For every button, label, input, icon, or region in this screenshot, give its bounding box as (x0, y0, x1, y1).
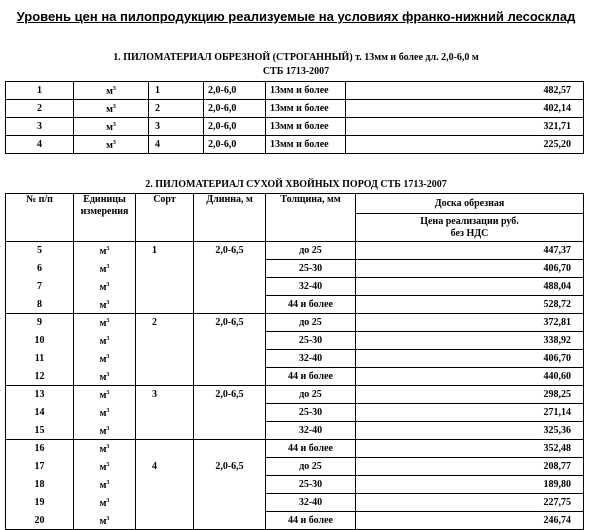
unit-exponent: 3 (106, 408, 110, 414)
section2-table (5, 193, 584, 530)
unit-label: м (99, 462, 107, 473)
thickness-cell: 13мм и более (266, 82, 346, 100)
unit-exponent: 3 (106, 299, 110, 306)
unit-cell (74, 404, 136, 422)
price-cell: 482,57 (346, 82, 584, 100)
length-cell (194, 278, 266, 296)
unit-cell (74, 494, 136, 512)
header-price-line2: без НДС (450, 227, 489, 239)
thickness-cell: 25-30 (266, 404, 356, 422)
price-cell: 440,60 (356, 368, 584, 386)
unit-cell (74, 332, 136, 350)
table-row (6, 332, 584, 350)
table-row (6, 242, 584, 260)
table-row (6, 350, 584, 368)
row-number: 19 (6, 494, 74, 512)
unit-label: м (106, 140, 113, 151)
thickness-cell: 13мм и более (266, 100, 346, 118)
row-number: 4 (6, 136, 74, 154)
unit-exponent: 3 (106, 246, 110, 253)
length-cell: 2,0-6,5 (194, 242, 266, 260)
price-cell: 406,70 (356, 350, 584, 368)
length-cell (194, 512, 266, 530)
row-number: 7 (6, 278, 74, 296)
length-cell: 2,0-6,0 (204, 118, 266, 136)
unit-cell (74, 242, 136, 260)
row-number: 14 (6, 404, 74, 422)
sort-cell: 3 (136, 386, 194, 404)
price-cell: 352,48 (356, 440, 584, 458)
thickness-cell: до 25 (266, 314, 356, 332)
thickness-cell: 44 и более (266, 296, 356, 314)
length-cell (194, 494, 266, 512)
section1-standard: СТБ 1713-2007 (262, 66, 330, 77)
row-number: 16 (6, 440, 74, 458)
header-length: Длинна, м (194, 194, 266, 242)
length-cell: 2,0-6,0 (204, 82, 266, 100)
header-unit (74, 194, 136, 242)
thickness-cell: 32-40 (266, 278, 356, 296)
unit-label: м (99, 354, 107, 365)
unit-cell (74, 512, 136, 530)
price-cell: 298,25 (356, 386, 584, 404)
unit-exponent: 3 (106, 354, 110, 360)
unit-cell (74, 350, 136, 368)
length-cell (194, 350, 266, 368)
header-price (356, 214, 584, 242)
unit-label: м (99, 246, 107, 258)
length-cell: 2,0-6,0 (204, 136, 266, 154)
header-sort: Сорт (136, 194, 194, 242)
length-cell (194, 260, 266, 278)
thickness-cell: 44 и более (266, 512, 356, 530)
unit-cell (74, 278, 136, 296)
price-cell: 227,75 (356, 494, 584, 512)
unit-cell (74, 260, 136, 278)
table-row (6, 458, 584, 476)
sort-cell (136, 296, 194, 314)
row-number: 20 (6, 512, 74, 530)
table-row (6, 440, 584, 458)
thickness-cell: 25-30 (266, 260, 356, 278)
unit-exponent: 3 (112, 86, 116, 92)
table-row (6, 136, 584, 154)
unit-label: м (99, 336, 107, 347)
unit-cell (74, 386, 136, 404)
thickness-cell: до 25 (266, 386, 356, 404)
unit-exponent: 3 (106, 336, 110, 342)
sort-cell (136, 422, 194, 440)
thickness-cell: 44 и более (266, 368, 356, 386)
price-cell: 189,80 (356, 476, 584, 494)
sort-cell: 4 (136, 458, 194, 476)
unit-label: м (106, 86, 113, 97)
sort-cell (136, 494, 194, 512)
unit-label: м (99, 498, 107, 509)
unit-exponent: 3 (106, 264, 110, 270)
page-title: Уровень цен на пилопродукцию реализуемые на условиях франко-нижний лесосклад (16, 9, 576, 24)
thickness-cell: 25-30 (266, 476, 356, 494)
price-cell: 208,77 (356, 458, 584, 476)
price-cell: 338,92 (356, 332, 584, 350)
unit-exponent: 3 (106, 444, 110, 451)
unit-label: м (99, 390, 107, 402)
price-cell: 528,72 (356, 296, 584, 314)
row-number: 5 (6, 242, 74, 260)
header-unit-line1: Единицы (83, 194, 126, 205)
table-row (6, 386, 584, 404)
unit-label: м (106, 104, 113, 115)
price-cell: 246,74 (356, 512, 584, 530)
length-cell (194, 404, 266, 422)
row-number: 2 (6, 100, 74, 118)
unit-exponent: 3 (112, 104, 116, 110)
length-cell (194, 368, 266, 386)
thickness-cell: 44 и более (266, 440, 356, 458)
sort-cell: 1 (149, 82, 204, 100)
sort-cell (136, 512, 194, 530)
price-cell: 325,36 (356, 422, 584, 440)
price-cell: 372,81 (356, 314, 584, 332)
unit-label: м (99, 264, 107, 275)
row-number: 18 (6, 476, 74, 494)
row-number: 9 (6, 314, 74, 332)
row-number: 8 (6, 296, 74, 314)
unit-label: м (99, 480, 107, 491)
unit-exponent: 3 (106, 318, 110, 325)
length-cell (194, 296, 266, 314)
sort-cell (136, 440, 194, 458)
table-row (6, 278, 584, 296)
unit-cell (74, 118, 149, 136)
sort-cell: 4 (149, 136, 204, 154)
price-cell: 402,14 (346, 100, 584, 118)
section1-table (5, 81, 584, 154)
thickness-cell: 32-40 (266, 350, 356, 368)
table-row (6, 368, 584, 386)
table-row (6, 82, 584, 100)
sort-cell (136, 332, 194, 350)
price-cell: 321,71 (346, 118, 584, 136)
table-row (6, 512, 584, 530)
unit-cell (74, 100, 149, 118)
table-row (6, 100, 584, 118)
thickness-cell: 25-30 (266, 332, 356, 350)
thickness-cell: до 25 (266, 458, 356, 476)
price-cell: 406,70 (356, 260, 584, 278)
row-number: 12 (6, 368, 74, 386)
unit-label: м (99, 282, 107, 293)
unit-cell (74, 440, 136, 458)
unit-exponent: 3 (106, 371, 110, 378)
table-row (6, 118, 584, 136)
table-row (6, 494, 584, 512)
unit-label: м (99, 444, 107, 456)
length-cell: 2,0-6,5 (194, 386, 266, 404)
row-number: 1 (6, 82, 74, 100)
sort-cell (136, 368, 194, 386)
sort-cell: 1 (136, 242, 194, 260)
row-number: 6 (6, 260, 74, 278)
unit-label: м (99, 299, 107, 311)
header-price-line1: Цена реализации руб. (420, 215, 519, 227)
header-number: № п/п (6, 194, 74, 242)
length-cell (194, 440, 266, 458)
unit-label: м (99, 515, 107, 527)
sort-cell: 3 (149, 118, 204, 136)
unit-label: м (99, 371, 107, 383)
thickness-cell: 13мм и более (266, 136, 346, 154)
table-row (6, 476, 584, 494)
section1-heading: 1. ПИЛОМАТЕРИАЛ ОБРЕЗНОЙ (СТРОГАННЫЙ) т. 13мм и более дл. 2,0-6,0 м (113, 52, 479, 63)
length-cell (194, 422, 266, 440)
unit-cell (74, 314, 136, 332)
price-cell: 488,04 (356, 278, 584, 296)
sort-cell: 2 (136, 314, 194, 332)
header-board: Доска обрезная (356, 194, 584, 214)
unit-label: м (99, 408, 107, 419)
thickness-cell: до 25 (266, 242, 356, 260)
unit-cell (74, 136, 149, 154)
unit-exponent: 3 (106, 515, 110, 522)
thickness-cell: 32-40 (266, 494, 356, 512)
unit-exponent: 3 (106, 498, 110, 504)
unit-cell (74, 368, 136, 386)
unit-exponent: 3 (106, 282, 110, 288)
length-cell (194, 332, 266, 350)
table-row (6, 314, 584, 332)
unit-exponent: 3 (106, 480, 110, 486)
table-row (6, 404, 584, 422)
unit-cell (74, 422, 136, 440)
length-cell (194, 476, 266, 494)
sort-cell (136, 260, 194, 278)
unit-cell (74, 296, 136, 314)
price-cell: 271,14 (356, 404, 584, 422)
sort-cell (136, 350, 194, 368)
unit-label: м (106, 122, 113, 133)
sort-cell (136, 278, 194, 296)
header-thickness: Толщина, мм (266, 194, 356, 242)
unit-cell (74, 476, 136, 494)
unit-cell (74, 458, 136, 476)
unit-exponent: 3 (106, 390, 110, 397)
section2-heading: 2. ПИЛОМАТЕРИАЛ СУХОЙ ХВОЙНЫХ ПОРОД СТБ 1713-2007 (145, 179, 447, 190)
table-row (6, 296, 584, 314)
row-number: 11 (6, 350, 74, 368)
table-row (6, 422, 584, 440)
unit-label: м (99, 425, 107, 437)
sort-cell (136, 404, 194, 422)
row-number: 17 (6, 458, 74, 476)
row-number: 13 (6, 386, 74, 404)
header-unit-line2: измерения (80, 206, 129, 217)
table-row (6, 260, 584, 278)
price-cell: 225,20 (346, 136, 584, 154)
length-cell: 2,0-6,0 (204, 100, 266, 118)
unit-exponent: 3 (112, 122, 116, 128)
row-number: 3 (6, 118, 74, 136)
sort-cell (136, 476, 194, 494)
price-cell: 447,37 (356, 242, 584, 260)
unit-exponent: 3 (112, 140, 116, 146)
unit-label: м (99, 318, 107, 330)
unit-exponent: 3 (106, 462, 110, 468)
thickness-cell: 32-40 (266, 422, 356, 440)
sort-cell: 2 (149, 100, 204, 118)
row-number: 10 (6, 332, 74, 350)
unit-cell (74, 82, 149, 100)
length-cell: 2,0-6,5 (194, 458, 266, 476)
thickness-cell: 13мм и более (266, 118, 346, 136)
unit-exponent: 3 (106, 425, 110, 432)
row-number: 15 (6, 422, 74, 440)
length-cell: 2,0-6,5 (194, 314, 266, 332)
